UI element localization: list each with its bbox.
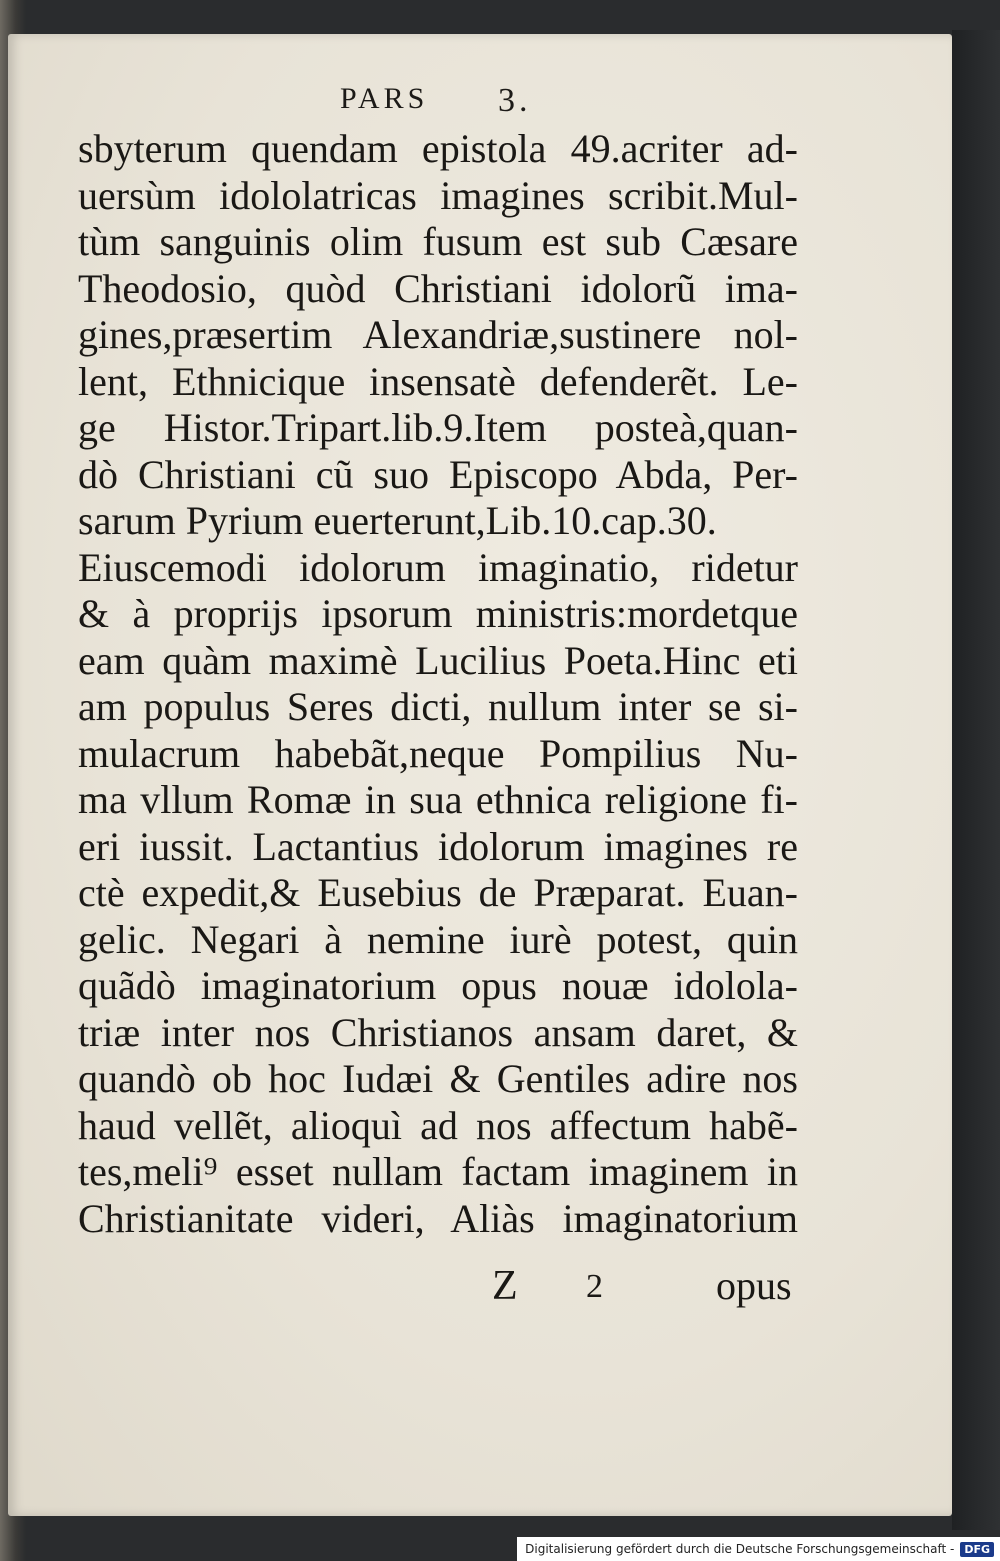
text-line: & à proprijs ipsorum ministris:mordetque	[78, 591, 798, 636]
digitization-credit-bar	[517, 1537, 1000, 1561]
text-line: quandò ob hoc Iudæi & Gentiles adire nos	[78, 1056, 798, 1101]
text-line: quãdò imaginatorium opus nouæ idolola-	[78, 963, 798, 1008]
text-line: sarum Pyrium euerterunt,Lib.10.cap.30.	[78, 498, 717, 543]
text-line: tùm sanguinis olim fusum est sub Cæsare	[78, 219, 798, 264]
text-line: tes,meli⁹ esset nullam factam imaginem in	[78, 1149, 798, 1194]
signature-mark-number: 2	[586, 1268, 603, 1305]
text-line: eri iussit. Lactantius idolorum imagines re	[78, 823, 798, 869]
text-line: uersùm idololatricas imagines scribit.Mul-	[78, 172, 798, 218]
text-line: mulacrum habebãt,neque Pompilius Nu-	[78, 730, 798, 776]
running-head-title: PARS	[340, 82, 429, 115]
text-line: lent, Ethnicique insensatè defenderẽt. Le-	[78, 358, 798, 404]
text-line: sbyterum quendam epistola 49.acriter ad-	[78, 126, 798, 171]
digitization-credit-text: Digitalisierung gefördert durch die Deutsche Forschungsgemeinschaft -	[525, 1542, 955, 1556]
catchline	[0, 1262, 1000, 1312]
text-line: haud vellẽt, alioquì ad nos affectum habẽ-	[78, 1102, 798, 1148]
text-line: triæ inter nos Christianos ansam daret, &	[78, 1009, 798, 1055]
text-line: Christianitate videri, Aliàs imaginatorium	[78, 1195, 798, 1241]
catchword: opus	[716, 1263, 792, 1308]
text-line: ctè expedit,& Eusebius de Præparat. Euan-	[78, 870, 798, 915]
text-line: gines,præsertim Alexandriæ,sustinere nol-	[78, 312, 798, 357]
text-line: eam quàm maximè Lucilius Poeta.Hinc eti	[78, 637, 798, 683]
text-line: ma vllum Romæ in sua ethnica religione fi-	[78, 777, 798, 822]
page-body-text	[78, 126, 798, 1242]
text-line: am populus Seres dicti, nullum inter se si-	[78, 684, 798, 729]
text-line: ge Histor.Tripart.lib.9.Item posteà,quan-	[78, 405, 798, 450]
text-line: Eiuscemodi idolorum imaginatio, ridetur	[78, 544, 798, 590]
dfg-logo: DFG	[960, 1542, 994, 1557]
text-line: gelic. Negari à nemine iurè potest, quin	[78, 916, 798, 962]
signature-mark-letter: Z	[492, 1263, 518, 1309]
running-head-part-number: 3.	[498, 82, 532, 119]
text-line: Theodosio, quòd Christiani idolorũ ima-	[78, 265, 798, 311]
text-line: dò Christiani cũ suo Episcopo Abda, Per-	[78, 451, 798, 497]
